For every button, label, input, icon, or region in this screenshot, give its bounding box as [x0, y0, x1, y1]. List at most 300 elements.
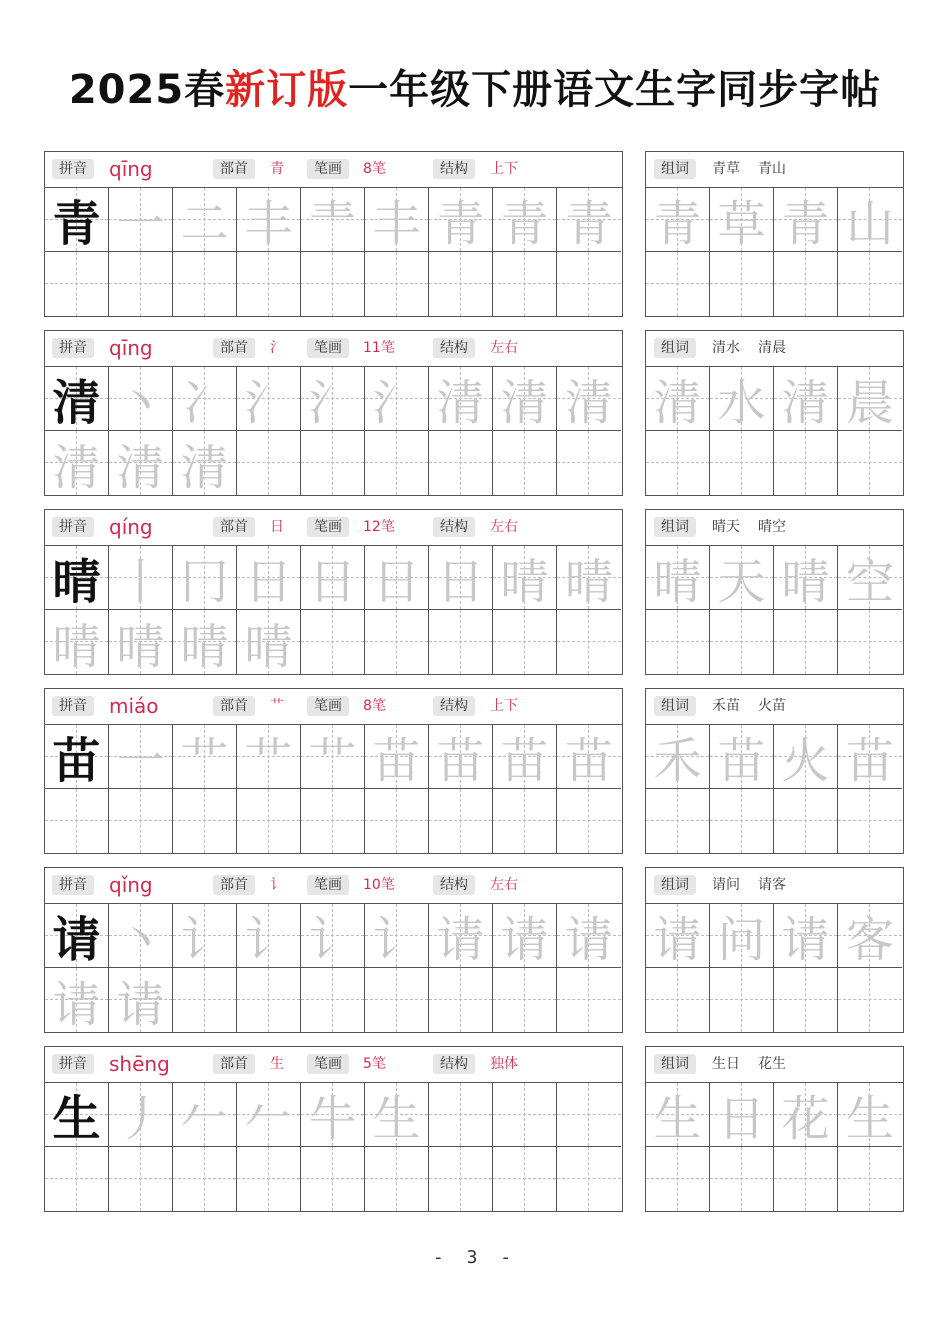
grid-cell[interactable]	[493, 789, 557, 853]
grid-cell[interactable]	[557, 431, 621, 495]
grid-cell[interactable]	[429, 725, 493, 789]
grid-cell[interactable]	[646, 546, 710, 610]
grid-cell[interactable]	[45, 1147, 109, 1211]
trace-character: 清	[116, 439, 165, 496]
trace-character: 日	[436, 554, 485, 610]
grid-cell[interactable]	[237, 546, 301, 610]
grid-cell[interactable]	[710, 904, 774, 968]
grid-cell[interactable]	[237, 188, 301, 252]
trace-character: 晴	[244, 618, 293, 675]
grid-cell[interactable]	[493, 367, 557, 431]
grid-cell[interactable]	[45, 367, 109, 431]
trace-character: 清	[52, 439, 101, 496]
grid-cell[interactable]	[237, 968, 301, 1032]
grid-cell[interactable]	[774, 252, 838, 316]
grid-cell[interactable]	[646, 1083, 710, 1147]
trace-character: 丶	[116, 375, 165, 431]
grid-cell[interactable]	[774, 431, 838, 495]
radical-tag: 部首	[213, 875, 255, 895]
radical-value: 青	[270, 161, 284, 177]
grid-cell[interactable]	[301, 1083, 365, 1147]
trace-character: 丿	[116, 1091, 165, 1147]
grid-cell[interactable]	[301, 1147, 365, 1211]
grid-cell[interactable]	[838, 1147, 902, 1211]
grid-cell[interactable]	[365, 968, 429, 1032]
grid-cell[interactable]	[429, 789, 493, 853]
word-trace-character: 青	[653, 196, 702, 252]
grid-cell[interactable]	[173, 968, 237, 1032]
grid-cell[interactable]	[646, 789, 710, 853]
grid-cell[interactable]	[646, 968, 710, 1032]
trace-character: 二	[180, 196, 229, 252]
grid-cell[interactable]	[173, 367, 237, 431]
trace-character: 讠	[244, 912, 293, 968]
pinyin-value: miáo	[109, 694, 159, 718]
trace-character: 苗	[436, 733, 485, 789]
grid-cell[interactable]	[301, 367, 365, 431]
grid-cell[interactable]	[774, 968, 838, 1032]
grid-cell[interactable]	[45, 968, 109, 1032]
grid-cell[interactable]	[237, 1083, 301, 1147]
word-practice-block	[645, 867, 904, 1033]
grid-cell[interactable]	[365, 725, 429, 789]
words-header	[646, 1047, 903, 1083]
grid-cell[interactable]	[774, 725, 838, 789]
grid-cell[interactable]	[710, 188, 774, 252]
structure-tag: 结构	[433, 338, 475, 358]
model-character: 苗	[52, 733, 101, 789]
trace-character: 冫	[180, 375, 229, 431]
grid-cell[interactable]	[365, 188, 429, 252]
grid-cell[interactable]	[774, 789, 838, 853]
trace-character: 艹	[244, 733, 293, 789]
grid-cell[interactable]	[774, 546, 838, 610]
grid-cell[interactable]	[557, 367, 621, 431]
page-number: - 3 -	[432, 1247, 518, 1268]
grid-cell[interactable]	[365, 1147, 429, 1211]
grid-cell[interactable]	[710, 546, 774, 610]
grid-cell[interactable]	[774, 188, 838, 252]
trace-character: 苗	[372, 733, 421, 789]
grid-cell[interactable]	[429, 1147, 493, 1211]
grid-cell[interactable]	[557, 252, 621, 316]
words-header	[646, 868, 903, 904]
grid-cell[interactable]	[237, 252, 301, 316]
grid-cell[interactable]	[365, 252, 429, 316]
grid-cell[interactable]	[109, 431, 173, 495]
grid-cell[interactable]	[109, 252, 173, 316]
grid-cell[interactable]	[429, 610, 493, 674]
radical-tag: 部首	[213, 159, 255, 179]
grid-cell[interactable]	[838, 904, 902, 968]
grid-cell[interactable]	[173, 789, 237, 853]
grid-cell[interactable]	[365, 610, 429, 674]
word-trace-character: 生	[653, 1091, 702, 1147]
trace-character: 青	[564, 196, 613, 252]
grid-cell[interactable]	[365, 367, 429, 431]
character-practice-block	[44, 867, 623, 1033]
word-trace-character: 禾	[653, 733, 702, 789]
trace-character: 请	[500, 912, 549, 968]
grid-cell[interactable]	[838, 252, 902, 316]
word-trace-character: 晴	[653, 554, 702, 610]
trace-character: 日	[244, 554, 293, 610]
strokes-tag: 笔画	[307, 159, 349, 179]
word-trace-character: 请	[781, 912, 830, 968]
grid-cell[interactable]	[429, 431, 493, 495]
grid-cell[interactable]	[774, 367, 838, 431]
word-item: 生日	[712, 1056, 740, 1072]
grid-cell[interactable]	[237, 789, 301, 853]
character-practice-block	[44, 151, 623, 317]
grid-cell[interactable]	[429, 1083, 493, 1147]
character-info-header	[45, 152, 622, 188]
pinyin-tag: 拼音	[52, 338, 94, 358]
grid-cell[interactable]	[838, 610, 902, 674]
title-prefix: 2025春	[68, 67, 226, 113]
grid-cell[interactable]	[493, 904, 557, 968]
grid-cell[interactable]	[646, 367, 710, 431]
trace-character: 晴	[500, 554, 549, 610]
grid-cell[interactable]	[45, 789, 109, 853]
model-character: 晴	[52, 554, 101, 610]
grid-cell[interactable]	[173, 725, 237, 789]
trace-character: 一	[116, 733, 165, 789]
grid-cell[interactable]	[557, 1083, 621, 1147]
word-practice-block	[645, 509, 904, 675]
strokes-value: 12笔	[363, 519, 395, 535]
grid-cell[interactable]	[301, 725, 365, 789]
grid-cell[interactable]	[429, 968, 493, 1032]
grid-cell[interactable]	[109, 789, 173, 853]
grid-cell[interactable]	[45, 546, 109, 610]
grid-cell[interactable]	[710, 1083, 774, 1147]
word-trace-character: 火	[781, 733, 830, 789]
model-character: 清	[52, 375, 101, 431]
trace-character: 𠂉	[244, 1091, 293, 1147]
grid-cell[interactable]	[45, 252, 109, 316]
grid-cell[interactable]	[838, 789, 902, 853]
grid-cell[interactable]	[493, 546, 557, 610]
word-trace-character: 苗	[845, 733, 894, 789]
character-practice-block	[44, 509, 623, 675]
grid-cell[interactable]	[429, 904, 493, 968]
grid-cell[interactable]	[237, 610, 301, 674]
word-trace-character: 生	[845, 1091, 894, 1147]
grid-cell[interactable]	[646, 431, 710, 495]
structure-tag: 结构	[433, 159, 475, 179]
grid-cell[interactable]	[838, 968, 902, 1032]
grid-cell[interactable]	[237, 1147, 301, 1211]
grid-cell[interactable]	[109, 367, 173, 431]
grid-cell[interactable]	[109, 968, 173, 1032]
grid-cell[interactable]	[710, 1147, 774, 1211]
trace-character: 青	[500, 196, 549, 252]
character-info-header	[45, 868, 622, 904]
grid-cell[interactable]	[301, 546, 365, 610]
grid-cell[interactable]	[45, 725, 109, 789]
grid-cell[interactable]	[109, 610, 173, 674]
words-header	[646, 152, 903, 188]
word-trace-character: 水	[717, 375, 766, 431]
trace-character: 生	[372, 1091, 421, 1147]
trace-character: 艹	[308, 733, 357, 789]
word-item: 晴空	[758, 519, 786, 535]
grid-cell[interactable]	[710, 610, 774, 674]
words-tag: 组词	[654, 159, 696, 179]
grid-cell[interactable]	[774, 904, 838, 968]
trace-character: 晴	[564, 554, 613, 610]
pinyin-value: shēng	[109, 1052, 170, 1076]
trace-character: 一	[116, 196, 165, 252]
word-trace-character: 晨	[845, 375, 894, 431]
trace-character: 请	[52, 976, 101, 1033]
pinyin-tag: 拼音	[52, 696, 94, 716]
grid-cell[interactable]	[710, 789, 774, 853]
grid-cell[interactable]	[301, 904, 365, 968]
trace-character: 日	[372, 554, 421, 610]
grid-cell[interactable]	[646, 904, 710, 968]
grid-cell[interactable]	[557, 1147, 621, 1211]
pinyin-tag: 拼音	[52, 159, 94, 179]
grid-cell[interactable]	[173, 904, 237, 968]
word-trace-character: 清	[653, 375, 702, 431]
grid-cell[interactable]	[493, 1147, 557, 1211]
grid-cell[interactable]	[301, 252, 365, 316]
word-trace-character: 清	[781, 375, 830, 431]
word-practice-block	[645, 151, 904, 317]
trace-character: 丨	[116, 554, 165, 610]
model-character: 青	[52, 196, 101, 252]
word-trace-character: 日	[717, 1091, 766, 1147]
grid-cell[interactable]	[173, 1083, 237, 1147]
words-list	[712, 695, 804, 717]
trace-character: 清	[436, 375, 485, 431]
grid-cell[interactable]	[493, 1083, 557, 1147]
strokes-value: 11笔	[363, 340, 395, 356]
grid-cell[interactable]	[109, 188, 173, 252]
word-trace-character: 苗	[717, 733, 766, 789]
trace-character: 丶	[116, 912, 165, 968]
grid-cell[interactable]	[301, 789, 365, 853]
grid-cell[interactable]	[557, 789, 621, 853]
word-item: 青山	[758, 161, 786, 177]
pinyin-tag: 拼音	[52, 1054, 94, 1074]
grid-cell[interactable]	[429, 546, 493, 610]
grid-cell[interactable]	[365, 1083, 429, 1147]
grid-cell[interactable]	[237, 904, 301, 968]
character-info-header	[45, 1047, 622, 1083]
grid-cell[interactable]	[774, 610, 838, 674]
trace-character: 氵	[244, 375, 293, 431]
structure-value: 左右	[490, 877, 518, 893]
words-list	[712, 1053, 804, 1075]
word-trace-character: 问	[717, 912, 766, 968]
grid-cell[interactable]	[557, 725, 621, 789]
model-character: 生	[52, 1091, 101, 1147]
grid-cell[interactable]	[109, 1147, 173, 1211]
word-trace-character: 山	[845, 196, 894, 252]
word-item: 请问	[712, 877, 740, 893]
grid-cell[interactable]	[365, 904, 429, 968]
grid-cell[interactable]	[173, 1147, 237, 1211]
grid-cell[interactable]	[646, 252, 710, 316]
trace-character: 氵	[372, 375, 421, 431]
words-tag: 组词	[654, 696, 696, 716]
grid-cell[interactable]	[365, 789, 429, 853]
strokes-tag: 笔画	[307, 875, 349, 895]
structure-value: 上下	[490, 698, 518, 714]
grid-cell[interactable]	[493, 431, 557, 495]
grid-cell[interactable]	[173, 188, 237, 252]
grid-cell[interactable]	[109, 546, 173, 610]
grid-cell[interactable]	[646, 188, 710, 252]
grid-cell[interactable]	[173, 252, 237, 316]
trace-character: 请	[436, 912, 485, 968]
grid-cell[interactable]	[237, 431, 301, 495]
character-info-header	[45, 510, 622, 546]
grid-cell[interactable]	[301, 431, 365, 495]
grid-cell[interactable]	[710, 968, 774, 1032]
grid-cell[interactable]	[710, 252, 774, 316]
word-trace-character: 客	[845, 912, 894, 968]
grid-cell[interactable]	[557, 904, 621, 968]
trace-character: 晴	[180, 618, 229, 675]
grid-cell[interactable]	[493, 252, 557, 316]
character-practice-block	[44, 330, 623, 496]
pinyin-tag: 拼音	[52, 875, 94, 895]
word-item: 花生	[758, 1056, 786, 1072]
strokes-tag: 笔画	[307, 1054, 349, 1074]
trace-character: 晴	[116, 618, 165, 675]
grid-cell[interactable]	[774, 1083, 838, 1147]
grid-cell[interactable]	[493, 610, 557, 674]
grid-cell[interactable]	[173, 610, 237, 674]
grid-cell[interactable]	[45, 188, 109, 252]
grid-cell[interactable]	[301, 968, 365, 1032]
structure-value: 上下	[490, 161, 518, 177]
word-practice-block	[645, 330, 904, 496]
grid-cell[interactable]	[45, 1083, 109, 1147]
trace-character: 龶	[308, 196, 357, 252]
grid-cell[interactable]	[301, 188, 365, 252]
grid-cell[interactable]	[237, 725, 301, 789]
word-trace-character: 晴	[781, 554, 830, 610]
grid-cell[interactable]	[365, 431, 429, 495]
grid-cell[interactable]	[557, 546, 621, 610]
word-item: 禾苗	[712, 698, 740, 714]
grid-cell[interactable]	[493, 188, 557, 252]
trace-character: 讠	[372, 912, 421, 968]
strokes-tag: 笔画	[307, 696, 349, 716]
grid-cell[interactable]	[109, 904, 173, 968]
grid-cell[interactable]	[838, 725, 902, 789]
grid-cell[interactable]	[429, 188, 493, 252]
pinyin-value: qīng	[109, 157, 153, 181]
grid-cell[interactable]	[557, 188, 621, 252]
grid-cell[interactable]	[429, 252, 493, 316]
grid-cell[interactable]	[838, 367, 902, 431]
structure-value: 左右	[490, 340, 518, 356]
grid-cell[interactable]	[646, 1147, 710, 1211]
strokes-value: 8笔	[363, 161, 386, 177]
grid-cell[interactable]	[237, 367, 301, 431]
word-trace-character: 空	[845, 554, 894, 610]
trace-character: 丰	[244, 196, 293, 252]
trace-character: 苗	[500, 733, 549, 789]
word-practice-block	[645, 1046, 904, 1212]
grid-cell[interactable]	[301, 610, 365, 674]
trace-character: 清	[564, 375, 613, 431]
grid-cell[interactable]	[45, 610, 109, 674]
pinyin-value: qǐng	[109, 873, 153, 897]
grid-cell[interactable]	[838, 188, 902, 252]
grid-cell[interactable]	[173, 546, 237, 610]
word-practice-block	[645, 688, 904, 854]
trace-character: 牛	[308, 1091, 357, 1147]
grid-cell[interactable]	[838, 546, 902, 610]
trace-character: 氵	[308, 375, 357, 431]
grid-cell[interactable]	[646, 725, 710, 789]
grid-cell[interactable]	[45, 904, 109, 968]
word-item: 清水	[712, 340, 740, 356]
trace-character: 请	[116, 976, 165, 1033]
words-tag: 组词	[654, 517, 696, 537]
trace-character: 冂	[180, 554, 229, 610]
grid-cell[interactable]	[493, 725, 557, 789]
grid-cell[interactable]	[109, 1083, 173, 1147]
character-practice-block	[44, 1046, 623, 1212]
title-suffix: 一年级下册语文生字同步字帖	[348, 67, 882, 113]
character-practice-block	[44, 688, 623, 854]
grid-cell[interactable]	[493, 968, 557, 1032]
grid-cell[interactable]	[429, 367, 493, 431]
radical-tag: 部首	[213, 1054, 255, 1074]
grid-cell[interactable]	[838, 431, 902, 495]
grid-cell[interactable]	[109, 725, 173, 789]
words-header	[646, 689, 903, 725]
grid-cell[interactable]	[557, 968, 621, 1032]
radical-value: 艹	[270, 698, 284, 714]
word-item: 清晨	[758, 340, 786, 356]
word-item: 青草	[712, 161, 740, 177]
word-trace-character: 天	[717, 554, 766, 610]
word-item: 晴天	[712, 519, 740, 535]
structure-tag: 结构	[433, 517, 475, 537]
grid-cell[interactable]	[646, 610, 710, 674]
word-trace-character: 请	[653, 912, 702, 968]
radical-value: 日	[270, 519, 284, 535]
grid-cell[interactable]	[774, 1147, 838, 1211]
grid-cell[interactable]	[710, 725, 774, 789]
grid-cell[interactable]	[710, 431, 774, 495]
structure-value: 左右	[490, 519, 518, 535]
trace-character: 清	[180, 439, 229, 496]
words-tag: 组词	[654, 1054, 696, 1074]
radical-tag: 部首	[213, 338, 255, 358]
radical-value: 氵	[270, 340, 284, 356]
grid-cell[interactable]	[838, 1083, 902, 1147]
grid-cell[interactable]	[557, 610, 621, 674]
grid-cell[interactable]	[45, 431, 109, 495]
trace-character: 请	[564, 912, 613, 968]
structure-tag: 结构	[433, 875, 475, 895]
grid-cell[interactable]	[173, 431, 237, 495]
words-list	[712, 516, 804, 538]
grid-cell[interactable]	[365, 546, 429, 610]
character-info-header	[45, 331, 622, 367]
grid-cell[interactable]	[710, 367, 774, 431]
